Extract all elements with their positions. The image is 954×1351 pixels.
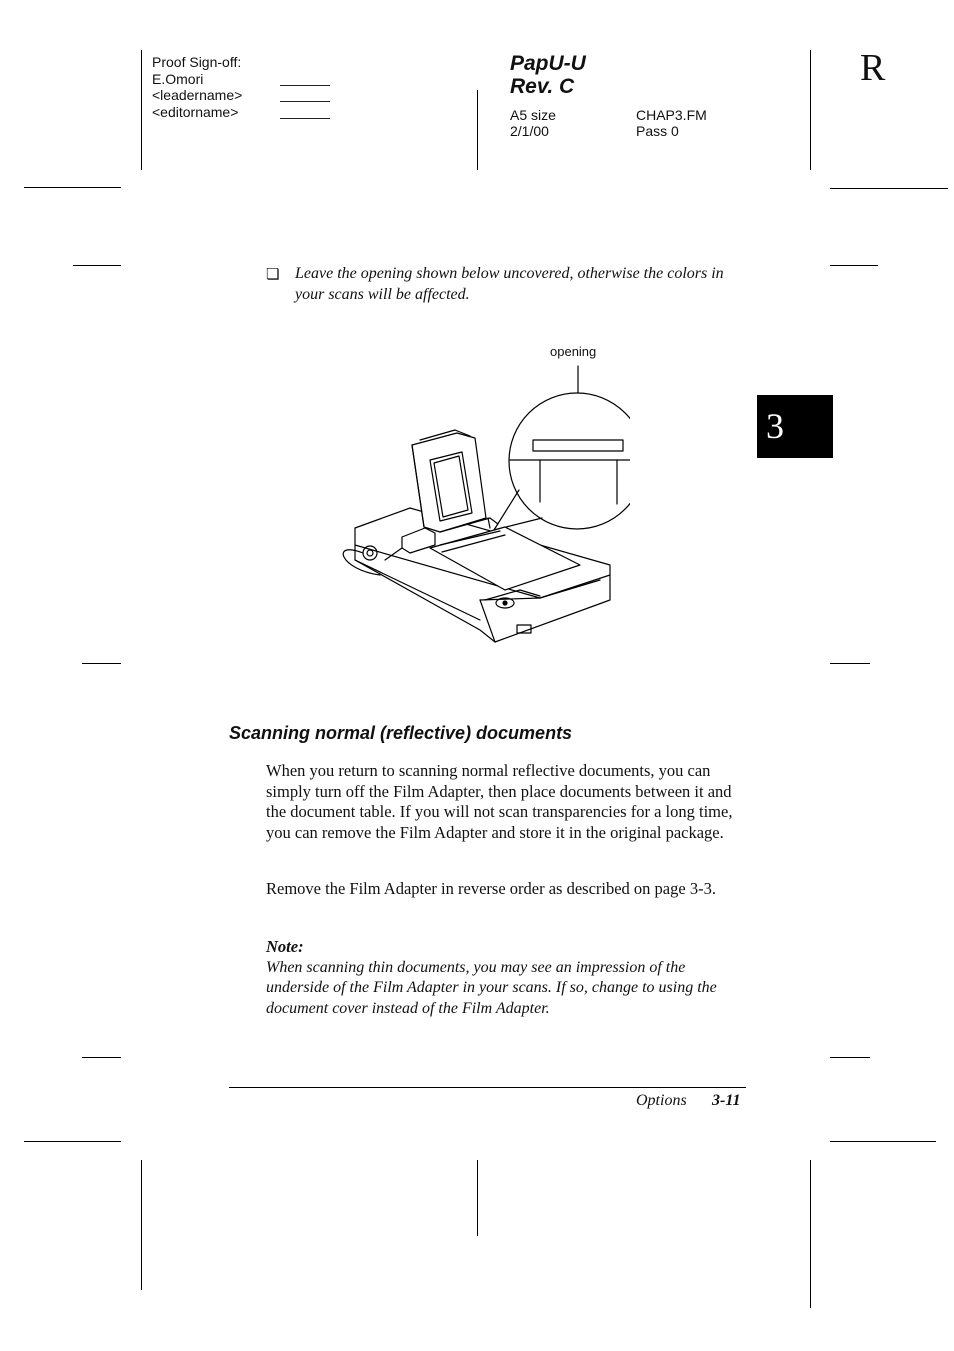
- product-title: [510, 52, 586, 98]
- crop-mark: [477, 1160, 478, 1236]
- proof-name-1: E.Omori: [152, 70, 204, 87]
- body-paragraph-1: When you return to scanning normal reflective documents, you can simply turn off the Film Adapter, then place documents between it and the document table. If you will not scan transparencies for a long time, you can remove the Film Adapter and store it in the original package.: [266, 761, 733, 842]
- page-size: A5 size: [510, 107, 556, 123]
- footer-page-number: 3-11: [712, 1092, 741, 1109]
- crop-mark: [24, 187, 121, 188]
- crop-mark: [477, 90, 478, 170]
- body-paragraph-2: Remove the Film Adapter in reverse order as described on page 3-3.: [266, 879, 716, 898]
- proof-name-2: <leadername>: [152, 87, 243, 103]
- crop-mark: [830, 1141, 936, 1142]
- signoff-blank-line: [280, 118, 330, 119]
- crop-mark: [830, 265, 878, 266]
- corner-mark: R: [860, 47, 886, 89]
- crop-mark: [82, 663, 121, 664]
- crop-mark: [830, 1057, 870, 1058]
- file-name: CHAP3.FM: [636, 107, 707, 123]
- pass-number: Pass 0: [636, 123, 679, 139]
- signoff-blank-line: [280, 85, 330, 86]
- crop-mark: [810, 50, 811, 170]
- chapter-number: 3: [766, 406, 784, 446]
- chapter-tab: [757, 395, 833, 458]
- proof-name-3: <editorname>: [152, 103, 239, 120]
- bullet-text: Leave the opening shown below uncovered, otherwise the colors in your scans will be affected.: [295, 265, 724, 303]
- scanner-illustration: [330, 360, 630, 650]
- section-heading: Scanning normal (reflective) documents: [229, 723, 573, 743]
- proof-signoff-title: Proof Sign-off:: [152, 54, 242, 70]
- crop-mark: [810, 1160, 811, 1308]
- product-revision: Rev. C: [510, 75, 575, 98]
- crop-mark: [141, 1160, 142, 1290]
- crop-mark: [73, 265, 121, 266]
- note-label: Note:: [266, 937, 304, 956]
- signoff-blank-line: [280, 101, 330, 102]
- note-text: When scanning thin documents, you may see an impression of the underside of the Film Adapter in your scans. If so, change to using the document cover instead of the Film Adapter.: [266, 959, 717, 1017]
- proof-signoff-block: [152, 54, 242, 120]
- page-date: 2/1/00: [510, 123, 549, 139]
- footer-section-name: Options: [636, 1092, 687, 1109]
- footer-rule: [229, 1087, 746, 1088]
- crop-mark: [82, 1057, 121, 1058]
- crop-mark: [830, 663, 870, 664]
- crop-mark: [141, 50, 142, 170]
- product-name: PapU-U: [510, 52, 586, 75]
- checkbox-bullet-icon: ❏: [266, 265, 280, 283]
- crop-mark: [24, 1141, 121, 1142]
- crop-mark: [830, 188, 948, 189]
- opening-callout-label: opening: [550, 344, 597, 359]
